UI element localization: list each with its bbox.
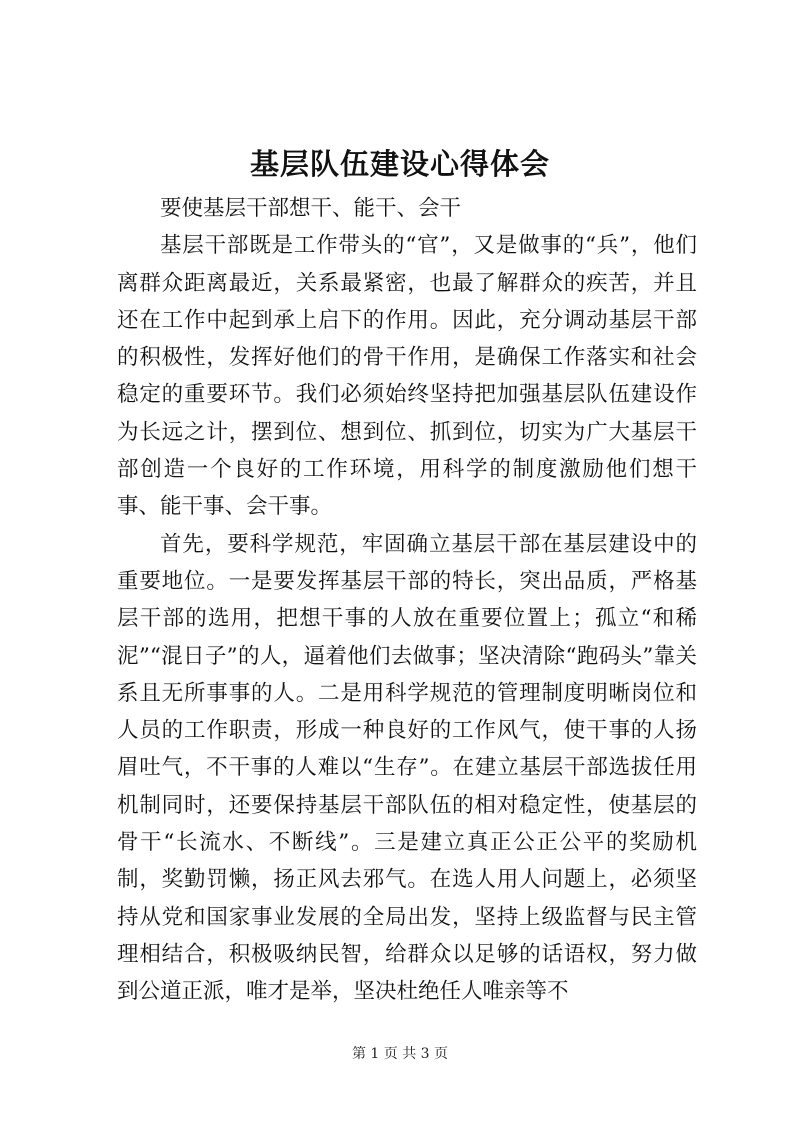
paragraph: 基层干部既是工作带头的“官”，又是做事的“兵”，他们离群众距离最近，关系最紧密，也最了解群众的疾苦，并且还在工作中起到承上启下的作用。因此，充分调动基层干部的积极性，发挥好他们的骨干作用，是确保工作落实和社会稳定的重要环节。我们必须始终坚持把加强基层队伍建设作为长远之计，摆到位、想到位、抓到位，切实为广大基层干部创造一个良好的工作环境，用科学的制度激励他们想干事、能干事、会干事。: [117, 233, 697, 520]
document-body: [117, 190, 697, 1011]
paragraph: 首先，要科学规范，牢固确立基层干部在基层建设中的重要地位。一是要发挥基层干部的特长，突出品质，严格基层干部的选用，把想干事的人放在重要位置上；孤立“和稀泥”“混日子”的人，逼着他们去做事；坚决清除“跑码头”靠关系且无所事事的人。二是用科学规范的管理制度明晰岗位和人员的工作职责，形成一种良好的工作风气，使干事的人扬眉吐气，不干事的人难以“生存”。在建立基层干部选拔任用机制同时，还要保持基层干部队伍的相对稳定性，使基层的骨干“长流水、不断线”。三是建立真正公正公平的奖励机制，奖勤罚懒，扬正风去邪气。在选人用人问题上，必须坚持从党和国家事业发展的全局出发，坚持上级监督与民主管理相结合，积极吸纳民智，给群众以足够的话语权，努力做到公道正派，唯才是举，坚决杜绝任人唯亲等不: [117, 531, 697, 1005]
document-title: 基层队伍建设心得体会: [249, 147, 550, 181]
page-number-footer: 第 1 页 共 3 页: [351, 1046, 449, 1062]
paragraph-heading: 要使基层干部想干、能干、会干: [160, 196, 462, 221]
